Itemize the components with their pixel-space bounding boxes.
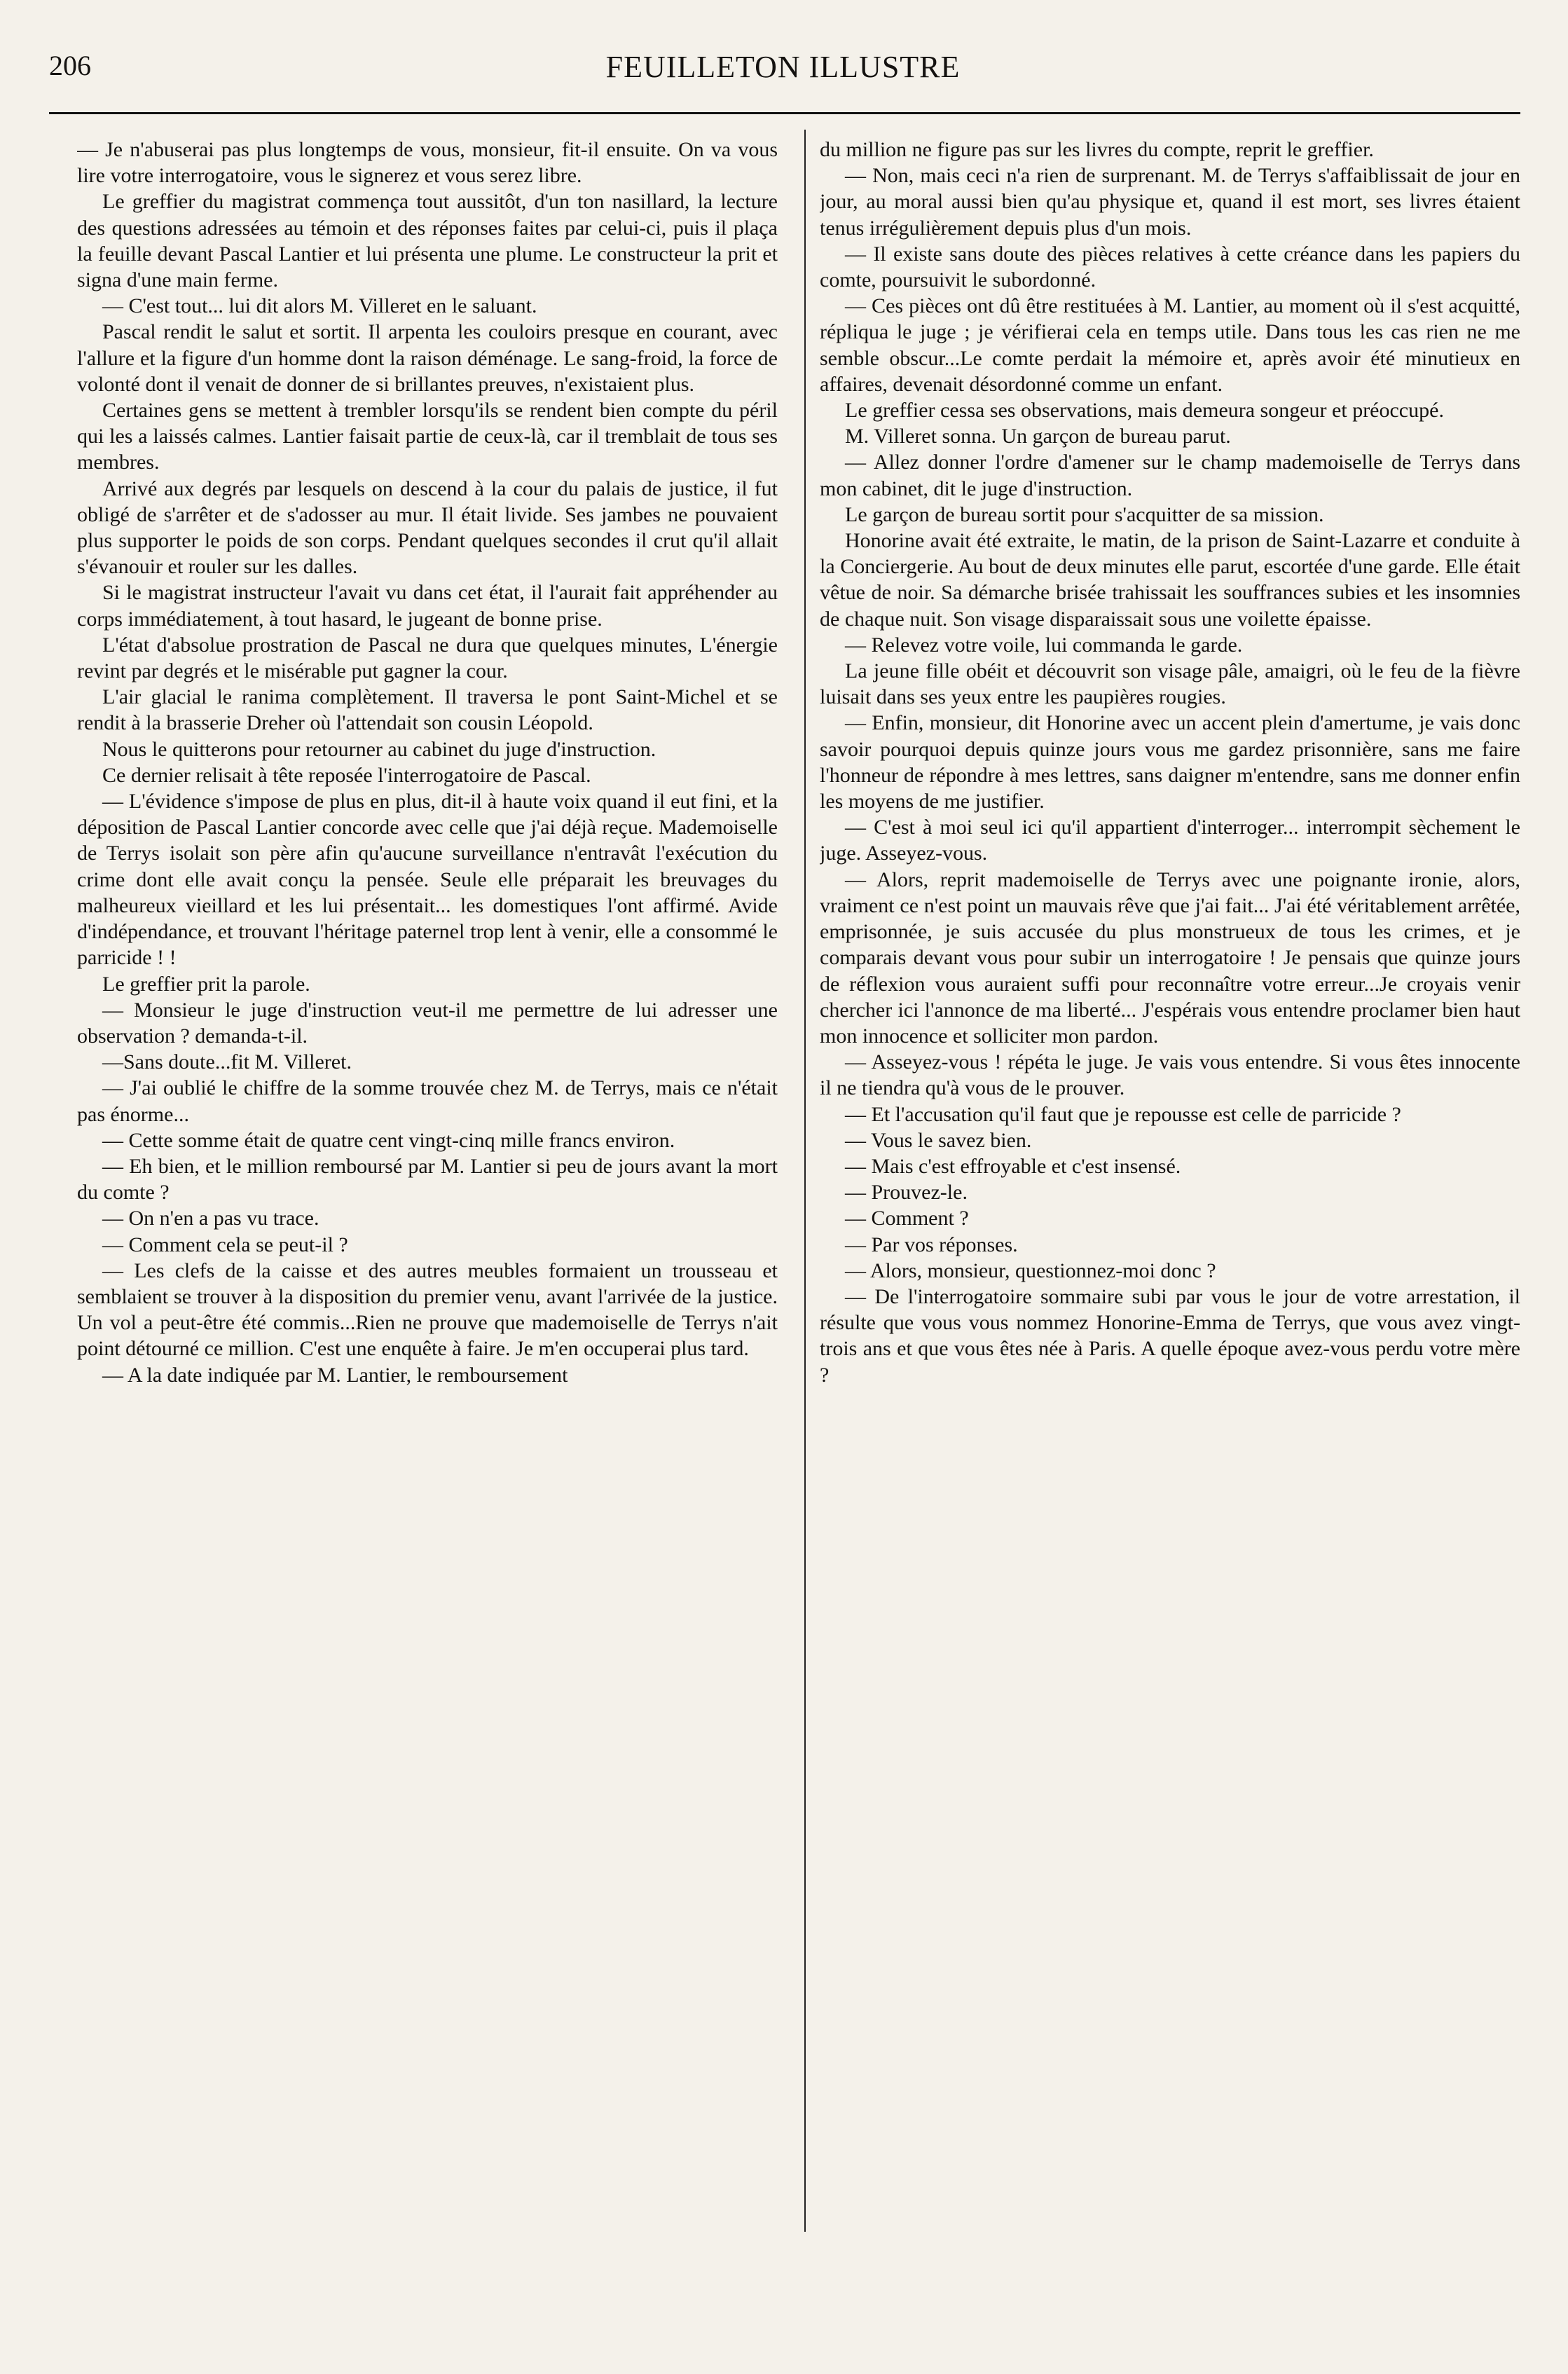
paragraph: Arrivé aux degrés par lesquels on descend à la cour du palais de justice, il fut obligé de s'arrêter et de s'adosser au mur. Il était livide. Ses jambes ne pouvaient plus supporter le poids de son corps. Pendant quelques secondes il crut qu'il allait s'évanouir et rouler sur les dalles. (77, 476, 778, 579)
paragraph: —Sans doute...fit M. Villeret. (102, 1050, 352, 1074)
paragraph: Nous le quitterons pour retourner au cabinet du juge d'instruction. (102, 737, 656, 761)
paragraph: — Prouvez-le. (845, 1181, 968, 1205)
paragraph: — Cette somme était de quatre cent vingt-cinq mille francs environ. (102, 1128, 675, 1152)
header-rule (49, 112, 1520, 114)
paragraph: Le greffier cessa ses observations, mais demeura songeur et préoccupé. (845, 399, 1444, 423)
paragraph: La jeune fille obéit et découvrit son visage pâle, amaigri, où le feu de la fièvre luisait dans ses yeux entre les paupières rougies. (820, 659, 1520, 709)
paragraph: — Il existe sans doute des pièces relatives à cette créance dans les papiers du comte, poursuivit le subordonné. (820, 242, 1520, 292)
paragraph: — Non, mais ceci n'a rien de surprenant. M. de Terrys s'affaiblissait de jour en jour, au moral aussi bien qu'au physique et, quand il est mort, ses livres étaient tenus irrégulièrement depuis plus d'un mois. (820, 164, 1520, 240)
paragraph: — Alors, reprit mademoiselle de Terrys avec une poignante ironie, alors, vraiment ce n'est point un mauvais rêve que j'ai fait... J'ai été véritablement arrêtée, emprisonnée, je suis accusée du plus monstrueux de tous les crimes, et je comparais devant vous pour subir un interrogatoire ! Je pensais que quinze jours de réflexion vous auraient suffi pour reconnaître votre erreur...Je croyais venir chercher ici l'annonce de ma liberté... J'espérais vous entendre proclamer bien haut mon innocence et solliciter mon pardon. (820, 867, 1520, 1048)
column-divider (804, 130, 806, 2232)
paragraph: L'air glacial le ranima complètement. Il traversa le pont Saint-Michel et se rendit à la brasserie Dreher où l'attendait son cousin Léopold. (77, 685, 778, 735)
paragraph: Le greffier prit la parole. (102, 972, 310, 996)
paragraph: — Je n'abuserai pas plus longtemps de vous, monsieur, fit-il ensuite. On va vous lire votre interrogatoire, vous le signerez et vous serez libre. (77, 138, 778, 188)
paragraph: — Comment ? (845, 1207, 969, 1230)
page-header (49, 42, 1517, 98)
paragraph: — C'est tout... lui dit alors M. Villeret en le saluant. (102, 294, 537, 318)
paragraph: Pascal rendit le salut et sortit. Il arpenta les couloirs presque en courant, avec l'allure et la figure d'un homme dont la raison déménage. Le sang-froid, la force de volonté dont il venait de donner de si brillantes preuves, n'existaient plus. (77, 320, 778, 396)
page-number: 206 (49, 50, 91, 81)
paragraph: — Allez donner l'ordre d'amener sur le champ mademoiselle de Terrys dans mon cabinet, dit le juge d'instruction. (820, 451, 1520, 500)
paragraph: du million ne figure pas sur les livres du compte, reprit le greffier. (820, 138, 1374, 161)
paragraph: Le greffier du magistrat commença tout aussitôt, d'un ton nasillard, la lecture des questions adressées au témoin et des réponses faites par celui-ci, puis il plaça la feuille devant Pascal Lantier et lui présenta une plume. Le constructeur la prit et signa d'une main ferme. (77, 190, 778, 292)
paragraph: Ce dernier relisait à tête reposée l'interrogatoire de Pascal. (102, 763, 591, 787)
paragraph: — Les clefs de la caisse et des autres meubles formaient un trousseau et semblaient se trouver à la disposition du premier venu, avant l'arrivée de la justice. Un vol a peut-être été commis...Rien ne prouve que mademoiselle de Terrys n'ait point détourné ce million. C'est une enquête à faire. Je m'en occuperai plus tard. (77, 1258, 778, 1361)
paragraph: L'état d'absolue prostration de Pascal ne dura que quelques minutes, L'énergie revint par degrés et le misérable put gagner la cour. (77, 633, 778, 683)
paragraph: — Alors, monsieur, questionnez-moi donc ? (845, 1258, 1216, 1282)
paragraph: — L'évidence s'impose de plus en plus, dit-il à haute voix quand il eut fini, et la déposition de Pascal Lantier concorde avec celle que j'ai déjà reçue. Mademoiselle de Terrys isolait son père afin qu'aucune surveillance n'entravât l'exécution du crime dont elle avait conçu la pensée. Seule elle préparait les breuvages du malheureux vieillard et les lui présentait... les domestiques l'ont affirmé. Avide d'indépendance, et trouvant l'héritage paternel trop lent à venir, elle a consommé le parricide ! ! (77, 790, 778, 970)
paragraph: — Et l'accusation qu'il faut que je repousse est celle de parricide ? (845, 1102, 1401, 1126)
paragraph: — J'ai oublié le chiffre de la somme trouvée chez M. de Terrys, mais ce n'était pas énorme... (77, 1076, 778, 1126)
paragraph: — On n'en a pas vu trace. (102, 1207, 319, 1230)
paragraph: — Mais c'est effroyable et c'est insensé. (845, 1154, 1181, 1178)
right-column (820, 137, 1520, 2228)
paragraph: — Comment cela se peut-il ? (102, 1233, 348, 1256)
paragraph: M. Villeret sonna. Un garçon de bureau parut. (845, 425, 1231, 448)
paragraph: — A la date indiquée par M. Lantier, le remboursement (102, 1363, 568, 1387)
paragraph: — Par vos réponses. (845, 1233, 1018, 1256)
paragraph: Certaines gens se mettent à trembler lorsqu'ils se rendent bien compte du péril qui les a laissés calmes. Lantier faisait partie de ceux-là, car il tremblait de tous ses membres. (77, 399, 778, 474)
left-column (77, 137, 778, 2228)
paragraph: — Asseyez-vous ! répéta le juge. Je vais vous entendre. Si vous êtes innocente il ne tiendra qu'à vous de le prouver. (820, 1050, 1520, 1100)
paragraph: Honorine avait été extraite, le matin, de la prison de Saint-Lazarre et conduite à la Conciergerie. Au bout de deux minutes elle parut, escortée d'une garde. Elle était vêtue de noir. Sa démarche brisée trahissait les souffrances subies et les insomnies de chaque nuit. Son visage disparaissait sous une voilette épaisse. (820, 529, 1520, 631)
paragraph: — Vous le savez bien. (845, 1128, 1032, 1152)
paragraph: Si le magistrat instructeur l'avait vu dans cet état, il l'aurait fait appréhender au corps immédiatement, à tout hasard, le jugeant de bonne prise. (77, 581, 778, 631)
paragraph: — Relevez votre voile, lui commanda le garde. (845, 633, 1243, 657)
paragraph: — Ces pièces ont dû être restituées à M. Lantier, au moment où il s'est acquitté, répliqua le juge ; je vérifierai cela en temps utile. Dans tous les cas rien ne me semble obscur...Le comte perdait la mémoire et, après avoir été minutieux en affaires, devenait désordonné comme un enfant. (820, 294, 1520, 396)
paragraph: — De l'interrogatoire sommaire subi par vous le jour de votre arrestation, il résulte que vous vous nommez Honorine-Emma de Terrys, que vous avez vingt-trois ans et que vous êtes née à Paris. A quelle époque avez-vous perdu votre mère ? (820, 1284, 1520, 1387)
paragraph: Le garçon de bureau sortit pour s'acquitter de sa mission. (845, 502, 1324, 526)
paragraph: — Eh bien, et le million remboursé par M. Lantier si peu de jours avant la mort du comte ? (77, 1154, 778, 1205)
paragraph: — Enfin, monsieur, dit Honorine avec un accent plein d'amertume, je vais donc savoir pourquoi depuis quinze jours vous me gardez prisonnière, sans me faire l'honneur de répondre à mes lettres, sans daigner m'entendre, sans me donner enfin les moyens de me justifier. (820, 711, 1520, 814)
paragraph: — C'est à moi seul ici qu'il appartient d'interroger... interrompit sèchement le juge. Asseyez-vous. (820, 816, 1520, 865)
paragraph: — Monsieur le juge d'instruction veut-il me permettre de lui adresser une observation ? demanda-t-il. (77, 998, 778, 1048)
running-title: FEUILLETON ILLUSTRE (605, 50, 961, 84)
